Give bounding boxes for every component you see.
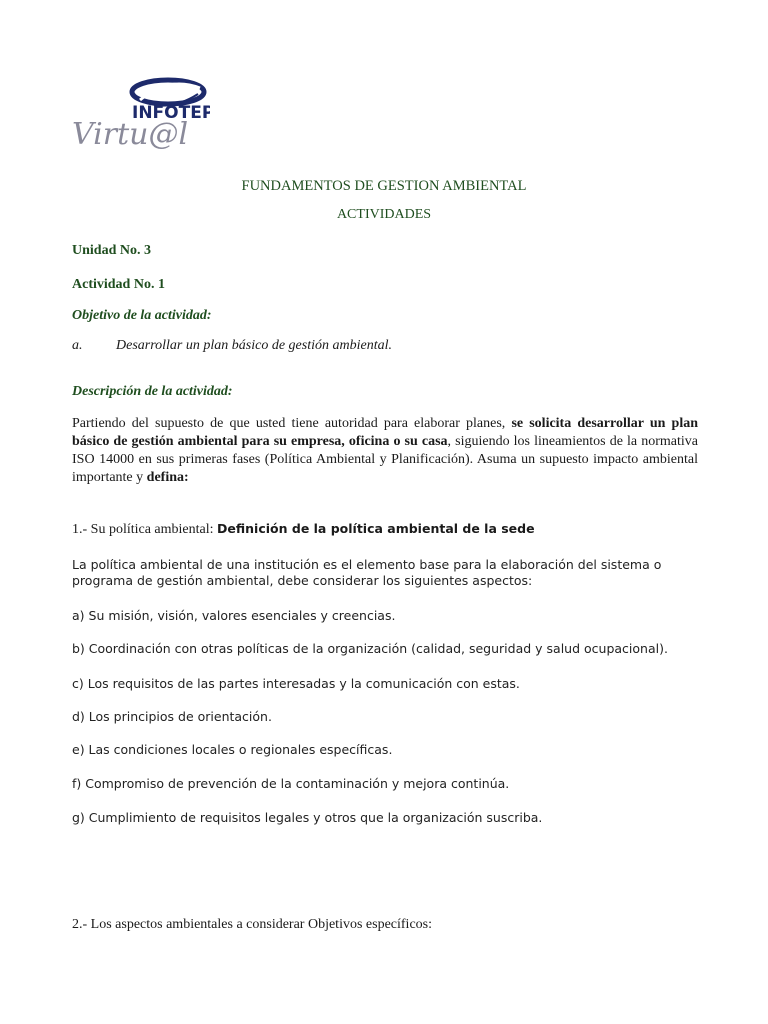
description-paragraph (72, 415, 698, 487)
logo-text-infotep: INFOTEP (132, 103, 210, 123)
objective-heading: Objetivo de la actividad: (72, 308, 212, 323)
list-item: e) Las condiciones locales o regionales específicas. (72, 742, 393, 757)
infotep-virtual-logo (70, 72, 210, 154)
list-item: f) Compromiso de prevención de la contaminación y mejora continúa. (72, 776, 510, 791)
objective-text: Desarrollar un plan básico de gestión ambiental. (116, 338, 392, 353)
section1-prefix: 1.- Su política ambiental: (72, 522, 218, 537)
section2-heading: 2.- Los aspectos ambientales a considerar Objetivos específicos: (72, 917, 432, 932)
description-bold-define: defina: (146, 470, 189, 485)
logo-text-virtual: Virtu@l (72, 117, 189, 152)
list-item: a) Su misión, visión, valores esenciales y creencias. (72, 608, 396, 623)
section1-intro: La política ambiental de una institución es el elemento base para la elaboración del sistema o programa de gestión ambiental, debe considerar los siguientes aspectos: (72, 557, 662, 588)
activity-label: Actividad No. 1 (72, 277, 165, 292)
description-text-1: Partiendo del supuesto de que usted tiene autoridad para elaborar planes, (72, 416, 512, 431)
logo-swoosh-icon (132, 80, 204, 104)
description-bold-request: se solicita desarrollar un plan básico de gestión ambiental para su empresa, oficina o su casa (72, 416, 698, 449)
list-item: d) Los principios de orientación. (72, 709, 272, 724)
unit-label: Unidad No. 3 (72, 243, 151, 258)
document-title: FUNDAMENTOS DE GESTION AMBIENTAL (241, 178, 527, 194)
list-item: g) Cumplimiento de requisitos legales y otros que la organización suscriba. (72, 810, 543, 825)
objective-marker: a. (72, 338, 83, 353)
description-text-2: , siguiendo los lineamientos de la normativa ISO 14000 en sus primeras fases (Política Ambiental y Planificación). Asuma un supuesto impacto ambiental importante y (72, 434, 698, 485)
section1-heading (72, 521, 535, 538)
logo-graphic (70, 72, 210, 154)
document-subtitle: ACTIVIDADES (336, 207, 432, 222)
list-item: c) Los requisitos de las partes interesadas y la comunicación con estas. (72, 676, 520, 691)
description-heading: Descripción de la actividad: (72, 384, 233, 399)
section1-title: Definición de la política ambiental de la sede (217, 521, 535, 536)
list-item: b) Coordinación con otras políticas de la organización (calidad, seguridad y salud ocupacional). (72, 641, 668, 656)
